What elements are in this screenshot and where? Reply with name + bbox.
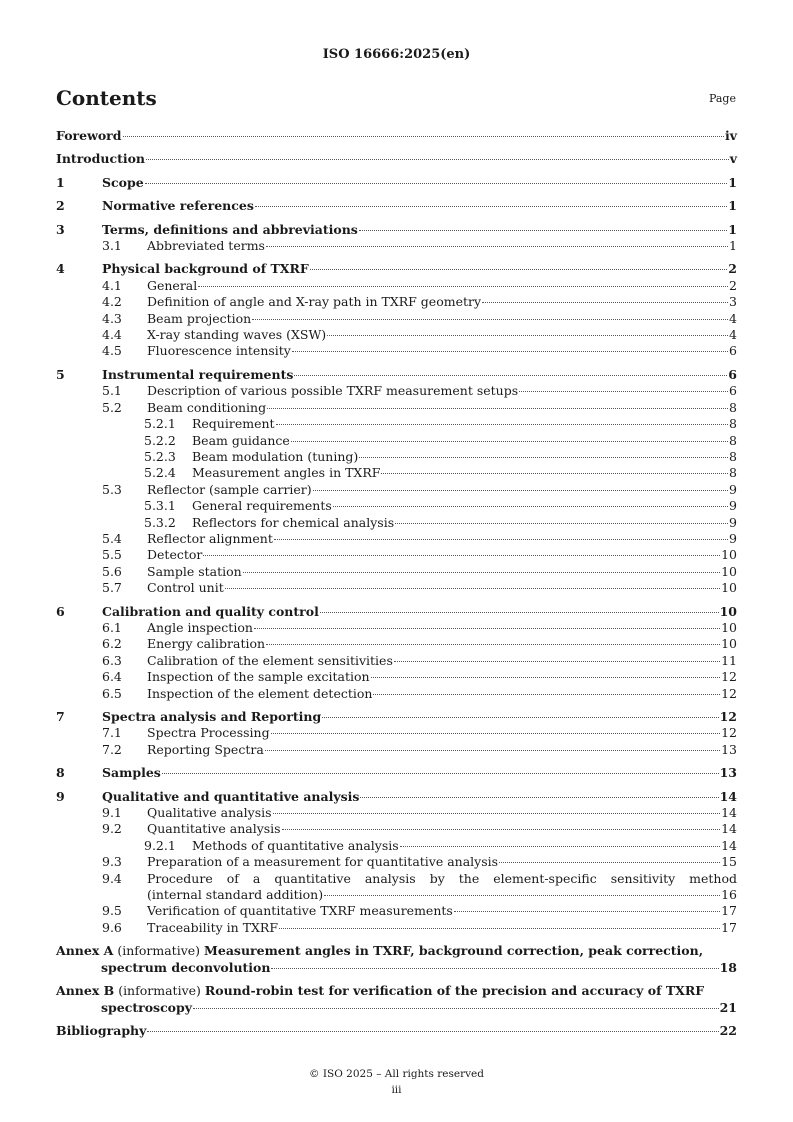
- toc-page: 18: [719, 959, 737, 975]
- toc-page: 14: [721, 837, 737, 853]
- dot-leader: [273, 813, 721, 814]
- annex-kind: (informative): [118, 983, 201, 999]
- toc-number: 1: [56, 174, 65, 190]
- annex-title-line2: spectrum deconvolution: [101, 959, 271, 975]
- dot-leader: [313, 490, 728, 491]
- toc-title: Preparation of a measurement for quantitative analysis: [147, 854, 499, 870]
- toc-page: 6: [728, 366, 737, 382]
- toc-page: 10: [721, 636, 737, 652]
- toc-title: Reflector alignment: [147, 530, 273, 546]
- annex-title-line1: Measurement angles in TXRF, background correction, peak correction,: [204, 943, 704, 959]
- toc-entry-4-3[interactable]: [56, 311, 737, 327]
- toc-entry-4[interactable]: [56, 261, 737, 277]
- toc-number: 7: [56, 709, 65, 724]
- toc-title: Qualitative and quantitative analysis: [102, 788, 360, 804]
- toc-page: 9: [729, 530, 737, 546]
- toc-title: Detector: [147, 547, 203, 563]
- toc-title: Beam modulation (tuning): [192, 448, 359, 464]
- toc-page: 6: [729, 343, 737, 359]
- annex-label: Annex A: [56, 943, 114, 959]
- toc-title-line2: (internal standard addition): [147, 887, 324, 903]
- dot-leader: [145, 183, 728, 184]
- dot-leader: [266, 644, 720, 645]
- annex-kind: (informative): [117, 943, 201, 959]
- toc-page: 12: [721, 669, 737, 685]
- toc-title: Foreword: [56, 128, 122, 143]
- toc-entry-9-2[interactable]: [56, 821, 737, 837]
- toc-number: 5.2.4: [144, 465, 176, 481]
- dot-leader: [294, 375, 727, 376]
- toc-entry-9-1[interactable]: [56, 805, 737, 821]
- toc-number: 5.3: [102, 481, 122, 497]
- toc-title: General requirements: [192, 498, 332, 514]
- toc-page: 1: [728, 174, 737, 190]
- toc-title: Inspection of the element detection: [147, 685, 373, 701]
- toc-number: 9.4: [102, 870, 122, 886]
- toc-number: 4.2: [102, 294, 122, 310]
- toc-page: 10: [719, 603, 737, 619]
- toc-number: 6.2: [102, 636, 122, 652]
- toc-page: 6: [729, 383, 737, 399]
- toc-number: 8: [56, 765, 65, 781]
- toc-entry-3-1[interactable]: [56, 238, 737, 254]
- toc-title: Angle inspection: [147, 619, 253, 635]
- toc-number: 5: [56, 366, 65, 382]
- toc-title: Scope: [102, 174, 144, 190]
- toc-entry-6-2[interactable]: [56, 636, 737, 652]
- dot-leader: [519, 391, 728, 392]
- toc-entry-6-4[interactable]: [56, 669, 737, 685]
- dot-leader: [360, 797, 718, 798]
- toc-entry-5-3-2[interactable]: [56, 515, 737, 531]
- toc-entry-5-2-4[interactable]: [56, 465, 737, 481]
- dot-leader: [255, 206, 727, 207]
- toc-page: 4: [729, 310, 737, 326]
- toc-title: Methods of quantitative analysis: [192, 837, 399, 853]
- toc-page: 3: [729, 294, 737, 310]
- toc-entry-5-5[interactable]: [56, 547, 737, 563]
- toc-title: Terms, definitions and abbreviations: [102, 221, 358, 237]
- table-of-contents: [56, 128, 737, 1039]
- toc-page: 22: [719, 1022, 737, 1038]
- dot-leader: [271, 733, 721, 734]
- toc-entry-9[interactable]: [56, 789, 737, 805]
- toc-title: Samples: [102, 765, 161, 781]
- toc-number: 4.4: [102, 327, 122, 343]
- toc-title: Verification of quantitative TXRF measurements: [147, 903, 453, 919]
- toc-page: 13: [719, 765, 737, 781]
- dot-leader: [327, 335, 728, 336]
- toc-number: 3: [56, 221, 65, 237]
- toc-page: 21: [719, 999, 737, 1015]
- toc-title: Calibration of the element sensitivities: [147, 652, 393, 668]
- toc-title: Beam guidance: [192, 432, 290, 448]
- copyright-notice: © ISO 2025 – All rights reserved: [309, 1068, 484, 1080]
- toc-page: 14: [719, 788, 737, 804]
- annex-title-line2-row: [56, 960, 737, 976]
- toc-title: Definition of angle and X-ray path in TXRF geometry: [147, 294, 482, 310]
- dot-leader: [146, 159, 729, 160]
- toc-entry-9-3[interactable]: [56, 854, 737, 870]
- toc-entry-body: [147, 871, 737, 904]
- toc-entry-8[interactable]: [56, 765, 737, 781]
- dot-leader: [310, 269, 728, 270]
- toc-entry-annex-b[interactable]: [56, 983, 737, 1016]
- toc-title: Quantitative analysis: [147, 821, 281, 837]
- toc-title: General: [147, 277, 198, 293]
- toc-number: 5.2.3: [144, 448, 176, 464]
- toc-entry-6-5[interactable]: [56, 686, 737, 702]
- dot-leader: [333, 506, 728, 507]
- toc-number: 9.6: [102, 919, 122, 935]
- toc-number: 3.1: [102, 238, 122, 254]
- toc-entry-bibliography[interactable]: [56, 1023, 737, 1039]
- toc-entry-4-1[interactable]: [56, 278, 737, 294]
- toc-entry-5-2-3[interactable]: [56, 449, 737, 465]
- toc-number: 5.3.1: [144, 498, 176, 514]
- toc-number: 9.2.1: [144, 837, 176, 853]
- toc-title: Reflector (sample carrier): [147, 481, 312, 497]
- toc-number: 7.2: [102, 741, 122, 757]
- toc-entry-introduction[interactable]: [56, 151, 737, 167]
- toc-number: 5.7: [102, 580, 122, 596]
- dot-leader: [162, 773, 719, 774]
- toc-number: 9.2: [102, 821, 122, 837]
- toc-number: 6.1: [102, 619, 122, 635]
- dot-leader: [147, 1031, 718, 1032]
- toc-title: Reporting Spectra: [147, 741, 264, 757]
- toc-number: 2: [56, 198, 65, 214]
- toc-number: 5.5: [102, 547, 122, 563]
- toc-number: 6.4: [102, 669, 122, 685]
- toc-page: 14: [721, 821, 737, 837]
- toc-title: Traceability in TXRF: [147, 919, 279, 935]
- toc-entry-5-7[interactable]: [56, 580, 737, 596]
- dot-leader: [394, 661, 720, 662]
- dot-leader: [254, 628, 720, 629]
- contents-title: Contents: [56, 86, 157, 110]
- dot-leader: [320, 612, 719, 613]
- toc-entry-6-3[interactable]: [56, 653, 737, 669]
- toc-entry-5-4[interactable]: [56, 531, 737, 547]
- toc-entry-4-5[interactable]: [56, 343, 737, 359]
- toc-entry-5-3[interactable]: [56, 482, 737, 498]
- toc-entry-5-2-1[interactable]: [56, 416, 737, 432]
- toc-title: Instrumental requirements: [102, 366, 294, 382]
- dot-leader: [243, 572, 720, 573]
- toc-number: 4: [56, 261, 65, 277]
- dot-leader: [373, 694, 720, 695]
- toc-number: 5.3.2: [144, 514, 176, 530]
- toc-number: 5.1: [102, 383, 122, 399]
- dot-leader: [395, 523, 728, 524]
- toc-title: Calibration and quality control: [102, 603, 319, 619]
- toc-page: 10: [721, 547, 737, 563]
- toc-entry-1[interactable]: [56, 175, 737, 191]
- toc-entry-foreword[interactable]: [56, 128, 737, 144]
- dot-leader: [123, 136, 724, 137]
- annex-title-line1: Round-robin test for verification of the precision and accuracy of TXRF: [204, 983, 705, 999]
- page-column-label: Page: [708, 92, 736, 105]
- dot-leader: [271, 968, 718, 969]
- toc-title: X-ray standing waves (XSW): [147, 327, 327, 343]
- toc-page: 1: [728, 221, 737, 237]
- toc-page: 12: [719, 709, 737, 724]
- annex-heading-line: [56, 943, 737, 959]
- toc-number: 5.2.2: [144, 432, 176, 448]
- toc-number: 9.1: [102, 805, 122, 821]
- toc-entry-annex-a[interactable]: [56, 943, 737, 976]
- toc-entry-7-2[interactable]: [56, 742, 737, 758]
- dot-leader: [274, 539, 728, 540]
- toc-title: Spectra Processing: [147, 725, 270, 741]
- toc-entry-5-3-1[interactable]: [56, 498, 737, 514]
- toc-page: 10: [721, 580, 737, 596]
- toc-page: 10: [721, 619, 737, 635]
- toc-title: Beam projection: [147, 310, 252, 326]
- toc-entry-5-1[interactable]: [56, 383, 737, 399]
- dot-leader: [400, 846, 720, 847]
- dot-leader: [292, 351, 728, 352]
- dot-leader: [267, 408, 728, 409]
- toc-page: 17: [721, 903, 737, 919]
- dot-leader: [279, 928, 720, 929]
- dot-leader: [381, 473, 728, 474]
- toc-page: 8: [729, 448, 737, 464]
- toc-entry-7-1[interactable]: [56, 725, 737, 741]
- annex-heading-line: [56, 983, 737, 999]
- toc-page: 1: [728, 198, 737, 214]
- toc-number: 9.5: [102, 903, 122, 919]
- toc-entry-9-5[interactable]: [56, 903, 737, 919]
- toc-number: 5.2.1: [144, 416, 176, 432]
- toc-number: 5.2: [102, 399, 122, 415]
- dot-leader: [322, 717, 718, 718]
- toc-number: 5.6: [102, 563, 122, 579]
- toc-entry-9-2-1[interactable]: [56, 838, 737, 854]
- toc-title-line2-row: [147, 887, 737, 903]
- dot-leader: [359, 457, 728, 458]
- toc-number: 5.4: [102, 530, 122, 546]
- toc-page: 8: [729, 416, 737, 432]
- dot-leader: [454, 911, 720, 912]
- toc-number: 6: [56, 603, 65, 619]
- toc-title: Introduction: [56, 151, 146, 167]
- dot-leader: [276, 424, 728, 425]
- toc-page: 16: [721, 887, 737, 903]
- toc-page: iv: [724, 128, 737, 143]
- toc-page: 12: [721, 685, 737, 701]
- toc-entry-4-2[interactable]: [56, 294, 737, 310]
- toc-number: 4.3: [102, 310, 122, 326]
- toc-number: 9.3: [102, 854, 122, 870]
- toc-number: 6.5: [102, 685, 122, 701]
- page-footer: [0, 1066, 793, 1098]
- toc-page: 12: [721, 725, 737, 741]
- toc-title: Fluorescence intensity: [147, 343, 291, 359]
- toc-entry-5[interactable]: [56, 367, 737, 383]
- toc-page: v: [729, 151, 737, 167]
- dot-leader: [371, 677, 721, 678]
- dot-leader: [499, 862, 720, 863]
- toc-number: 9: [56, 788, 65, 804]
- dot-leader: [282, 829, 721, 830]
- toc-page: 4: [729, 327, 737, 343]
- toc-entry-5-6[interactable]: [56, 564, 737, 580]
- toc-title: Physical background of TXRF: [102, 261, 309, 277]
- toc-page: 13: [721, 741, 737, 757]
- toc-number: 4.5: [102, 343, 122, 359]
- toc-title: Qualitative analysis: [147, 805, 272, 821]
- toc-page: 9: [729, 514, 737, 530]
- toc-title: Description of various possible TXRF measurement setups: [147, 383, 519, 399]
- page-number: iii: [391, 1084, 402, 1096]
- dot-leader: [252, 319, 728, 320]
- toc-entry-7[interactable]: [56, 709, 737, 725]
- toc-title: Sample station: [147, 563, 242, 579]
- dot-leader: [324, 895, 720, 896]
- toc-title: Control unit: [147, 580, 224, 596]
- dot-leader: [266, 246, 728, 247]
- toc-entry-9-4[interactable]: [56, 871, 737, 904]
- toc-page: 17: [721, 919, 737, 935]
- dot-leader: [265, 750, 720, 751]
- dot-leader: [291, 441, 728, 442]
- toc-title: Bibliography: [56, 1022, 147, 1038]
- toc-title: Beam conditioning: [147, 399, 267, 415]
- toc-page: 11: [721, 652, 737, 668]
- toc-page: 9: [729, 481, 737, 497]
- toc-title-line1: Procedure of a quantitative analysis by the element-specific sensitivity method: [147, 870, 737, 886]
- toc-page: 15: [721, 854, 737, 870]
- toc-title: Reflectors for chemical analysis: [192, 514, 395, 530]
- dot-leader: [225, 588, 720, 589]
- toc-title: Requirement: [192, 416, 275, 432]
- toc-title: Abbreviated terms: [147, 238, 265, 254]
- toc-number: 4.1: [102, 277, 122, 293]
- toc-title: Spectra analysis and Reporting: [102, 709, 322, 724]
- toc-number: 6.3: [102, 652, 122, 668]
- toc-page: 2: [729, 277, 737, 293]
- toc-entry-9-6[interactable]: [56, 920, 737, 936]
- dot-leader: [359, 230, 727, 231]
- dot-leader: [193, 1008, 719, 1009]
- toc-page: 9: [729, 498, 737, 514]
- toc-entry-5-2-2[interactable]: [56, 433, 737, 449]
- annex-title-line2: spectroscopy: [101, 999, 193, 1015]
- toc-page: 8: [729, 399, 737, 415]
- toc-entry-2[interactable]: [56, 198, 737, 214]
- dot-leader: [482, 302, 728, 303]
- dot-leader: [203, 555, 720, 556]
- toc-page: 10: [721, 563, 737, 579]
- toc-page: 14: [721, 805, 737, 821]
- toc-page: 8: [729, 465, 737, 481]
- toc-entry-5-2[interactable]: [56, 400, 737, 416]
- annex-title-line2-row: [56, 1000, 737, 1016]
- toc-entry-4-4[interactable]: [56, 327, 737, 343]
- toc-page: 1: [729, 238, 737, 254]
- annex-label: Annex B: [56, 983, 115, 999]
- toc-entry-6[interactable]: [56, 604, 737, 620]
- toc-title: Inspection of the sample excitation: [147, 669, 370, 685]
- toc-entry-3[interactable]: [56, 222, 737, 238]
- dot-leader: [198, 286, 728, 287]
- toc-title: Normative references: [102, 198, 254, 214]
- toc-page: 8: [729, 432, 737, 448]
- toc-number: 7.1: [102, 725, 122, 741]
- toc-page: 2: [728, 261, 737, 277]
- toc-title: Energy calibration: [147, 636, 266, 652]
- toc-entry-6-1[interactable]: [56, 620, 737, 636]
- document-id: ISO 16666:2025(en): [322, 47, 471, 62]
- toc-title: Measurement angles in TXRF: [192, 465, 381, 481]
